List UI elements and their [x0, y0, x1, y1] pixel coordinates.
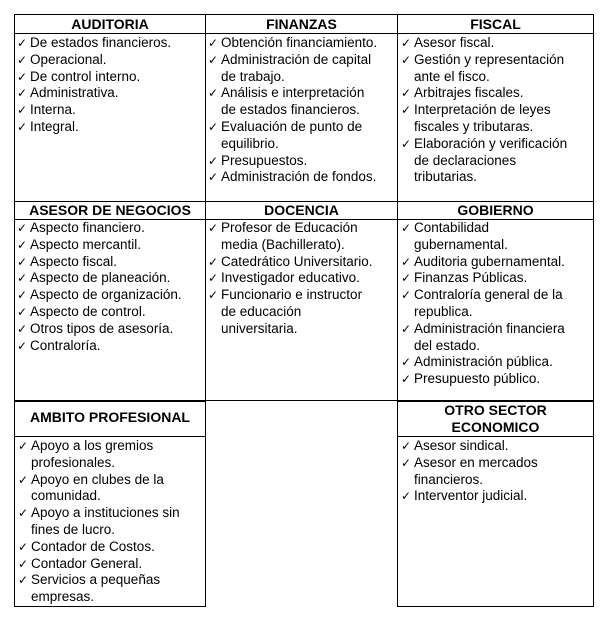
list-item-text: Asesor fiscal.: [414, 35, 495, 50]
list-item: [400, 270, 591, 287]
list-item-text: Obtención financiamiento.: [221, 35, 378, 50]
list-item: [17, 472, 201, 506]
check-mark-icon: ✓: [401, 52, 412, 67]
check-mark-icon: ✓: [17, 237, 28, 252]
item-list: [207, 35, 395, 186]
list-item-text: Contador General.: [31, 555, 143, 571]
check-mark-icon: ✓: [17, 36, 28, 50]
list-item-text: Auditoria gubernamental.: [414, 253, 565, 269]
list-item-text: media (Bachillerato).: [221, 236, 345, 252]
list-item: [400, 371, 591, 388]
list-item: [207, 220, 395, 254]
check-mark-icon: ✓: [17, 86, 28, 101]
list-item-text: Apoyo a los gremios: [31, 438, 154, 453]
list-item-text: fiscales y tributaras.: [414, 118, 534, 134]
list-item: [207, 35, 395, 52]
list-item: [16, 69, 203, 86]
list-item: [207, 270, 395, 287]
check-mark-icon: ✓: [18, 573, 29, 588]
list-item-text: De control interno.: [30, 68, 141, 84]
list-item-text: Contabilidad: [414, 220, 490, 235]
list-item-text: Elaboración y verificación: [414, 135, 568, 151]
list-item-text: Profesor de Educación: [221, 220, 358, 235]
list-item: [207, 169, 395, 186]
cell-gobierno: [398, 202, 593, 400]
list-item: [16, 287, 203, 304]
list-item-text: de estados financieros.: [221, 102, 360, 118]
list-item-text: universitaria.: [221, 320, 298, 336]
check-mark-icon: ✓: [401, 355, 412, 370]
cell-title: [15, 202, 205, 219]
list-item-text: Aspecto de planeación.: [30, 270, 171, 286]
list-item-text: de declaraciones: [414, 152, 517, 168]
list-item-text: Aspecto mercantil.: [30, 236, 142, 252]
list-item-text: comunidad.: [31, 488, 101, 504]
check-mark-icon: ✓: [17, 271, 28, 286]
check-mark-icon: ✓: [17, 52, 28, 67]
check-mark-icon: ✓: [401, 36, 412, 50]
check-mark-icon: ✓: [208, 271, 219, 286]
list-item: [16, 102, 203, 119]
cell-finanzas: [206, 15, 397, 201]
list-item: [400, 354, 591, 371]
item-list: [400, 35, 591, 186]
check-mark-icon: ✓: [401, 372, 412, 387]
list-item-text: Otros tipos de asesoría.: [30, 320, 174, 336]
list-item-text: Arbitrajes fiscales.: [414, 85, 524, 101]
check-mark-icon: ✓: [208, 288, 219, 303]
check-mark-icon: ✓: [401, 254, 412, 269]
check-mark-icon: ✓: [18, 556, 29, 571]
item-list: [400, 438, 591, 505]
cell-ambito-profesional: [15, 402, 205, 606]
list-item: [400, 220, 591, 254]
list-item-text: Administración pública.: [414, 354, 553, 370]
list-item-text: Integral.: [30, 118, 79, 134]
check-mark-icon: ✓: [17, 288, 28, 303]
list-item-text: Aspecto de organización.: [30, 287, 182, 303]
cell-title-line: ASESOR DE NEGOCIOS: [29, 202, 191, 218]
cell-title-line: ECONOMICO: [451, 419, 540, 435]
cell-title: [398, 16, 593, 33]
list-item-text: de educación: [221, 303, 302, 319]
check-mark-icon: ✓: [17, 103, 28, 118]
check-mark-icon: ✓: [401, 136, 412, 151]
list-item: [17, 505, 201, 539]
list-item: [16, 35, 203, 52]
cell-title: [398, 402, 593, 436]
list-item-text: Presupuesto público.: [414, 371, 541, 387]
list-item-text: Apoyo a instituciones sin: [31, 505, 180, 521]
item-list: [16, 35, 203, 136]
list-item: [400, 102, 591, 136]
list-item-text: Presupuestos.: [221, 152, 308, 168]
check-mark-icon: ✓: [401, 439, 412, 453]
list-item: [16, 237, 203, 254]
check-mark-icon: ✓: [18, 439, 29, 453]
check-mark-icon: ✓: [17, 338, 28, 353]
list-item: [400, 136, 591, 186]
list-item-text: Asesor sindical.: [414, 438, 509, 453]
cell-fiscal: [398, 15, 593, 201]
list-item: [400, 254, 591, 271]
item-list: [207, 220, 395, 338]
check-mark-icon: ✓: [17, 321, 28, 336]
list-item: [207, 153, 395, 170]
list-item-text: Administrativa.: [30, 85, 119, 101]
list-item-text: Interpretación de leyes: [414, 102, 551, 118]
list-item: [17, 556, 201, 573]
check-mark-icon: ✓: [208, 170, 219, 185]
list-item-text: republica.: [414, 303, 473, 319]
list-item-text: Administración de capital: [221, 51, 372, 67]
list-item-text: Aspecto fiscal.: [30, 253, 118, 269]
list-item-text: Catedrático Universitario.: [221, 253, 373, 269]
list-item-text: Contraloría.: [30, 337, 101, 353]
list-item-text: fines de lucro.: [31, 521, 116, 537]
list-item-text: Aspecto financiero.: [30, 220, 145, 235]
check-mark-icon: ✓: [17, 304, 28, 319]
list-item: [16, 304, 203, 321]
list-item: [400, 488, 591, 505]
check-mark-icon: ✓: [17, 69, 28, 84]
list-item: [207, 254, 395, 271]
list-item: [207, 52, 395, 86]
list-item: [400, 455, 591, 489]
list-item-text: Interna.: [30, 102, 76, 118]
list-item: [207, 85, 395, 119]
cell-title-line: GOBIERNO: [457, 202, 534, 218]
check-mark-icon: ✓: [208, 86, 219, 101]
list-item: [400, 438, 591, 455]
check-mark-icon: ✓: [401, 103, 412, 118]
list-item: [207, 287, 395, 337]
list-item: [17, 438, 201, 472]
cell-title: [398, 202, 593, 219]
list-item-text: tributarias.: [414, 169, 478, 185]
check-mark-icon: ✓: [17, 221, 28, 235]
list-item-text: Contraloría general de la: [414, 287, 563, 303]
item-list: [16, 220, 203, 354]
list-item-text: Servicios a pequeñas: [31, 572, 161, 588]
list-item: [16, 119, 203, 136]
list-item-text: ante el fisco.: [414, 68, 490, 84]
check-mark-icon: ✓: [208, 254, 219, 269]
cell-title-line: AUDITORIA: [71, 16, 149, 32]
check-mark-icon: ✓: [401, 221, 412, 235]
check-mark-icon: ✓: [401, 321, 412, 336]
list-item: [16, 85, 203, 102]
list-item: [16, 321, 203, 338]
cell-title: [206, 202, 397, 219]
list-item: [400, 287, 591, 321]
cell-title-line: DOCENCIA: [264, 202, 339, 218]
cell-title-line: AMBITO PROFESIONAL: [30, 409, 190, 425]
list-item: [16, 338, 203, 355]
check-mark-icon: ✓: [208, 52, 219, 67]
check-mark-icon: ✓: [208, 36, 219, 50]
cell-docencia: [206, 202, 397, 400]
list-item-text: empresas.: [31, 589, 95, 605]
list-item: [16, 270, 203, 287]
list-item-text: Investigador educativo.: [221, 270, 360, 286]
cell-auditoria: [15, 15, 205, 201]
cell-title-line: OTRO SECTOR: [444, 402, 547, 418]
cell-otro-sector: [398, 402, 593, 606]
list-item-text: de trabajo.: [221, 68, 285, 84]
cell-title: [206, 16, 397, 33]
list-item: [16, 52, 203, 69]
list-item-text: Asesor en mercados: [414, 454, 538, 470]
list-item-text: Apoyo en clubes de la: [31, 471, 164, 487]
check-mark-icon: ✓: [18, 506, 29, 521]
list-item-text: Administración financiera: [414, 320, 565, 336]
item-list: [400, 220, 591, 388]
list-item: [17, 539, 201, 556]
list-item: [17, 572, 201, 606]
check-mark-icon: ✓: [401, 86, 412, 101]
list-item-text: Interventor judicial.: [414, 488, 528, 504]
check-mark-icon: ✓: [17, 254, 28, 269]
list-item-text: Finanzas Públicas.: [414, 270, 528, 286]
list-item-text: Análisis e interpretación: [221, 85, 365, 101]
check-mark-icon: ✓: [401, 288, 412, 303]
list-item: [16, 220, 203, 237]
list-item-text: profesionales.: [31, 454, 116, 470]
list-item: [400, 35, 591, 52]
list-item-text: gubernamental.: [414, 236, 508, 252]
check-mark-icon: ✓: [17, 119, 28, 134]
item-list: [17, 438, 201, 606]
cell-asesor-negocios: [15, 202, 205, 400]
list-item-text: del estado.: [414, 337, 481, 353]
list-item-text: financieros.: [414, 471, 484, 487]
list-item-text: Aspecto de control.: [30, 303, 146, 319]
check-mark-icon: ✓: [18, 472, 29, 487]
check-mark-icon: ✓: [401, 455, 412, 470]
list-item-text: Operacional.: [30, 51, 107, 67]
list-item-text: equilibrio.: [221, 135, 279, 151]
list-item: [16, 254, 203, 271]
check-mark-icon: ✓: [401, 271, 412, 286]
check-mark-icon: ✓: [208, 221, 219, 235]
list-item-text: Funcionario e instructor: [221, 287, 363, 303]
list-item: [400, 321, 591, 355]
list-item: [207, 119, 395, 153]
list-item: [400, 52, 591, 86]
list-item-text: Gestión y representación: [414, 51, 565, 67]
check-mark-icon: ✓: [18, 539, 29, 554]
list-item-text: Contador de Costos.: [31, 538, 155, 554]
list-item-text: Evaluación de punto de: [221, 118, 363, 134]
cell-title: [15, 409, 205, 426]
cell-title-line: FINANZAS: [266, 16, 337, 32]
check-mark-icon: ✓: [401, 489, 412, 504]
check-mark-icon: ✓: [208, 153, 219, 168]
list-item: [400, 85, 591, 102]
list-item-text: Administración de fondos.: [221, 169, 377, 185]
check-mark-icon: ✓: [208, 119, 219, 134]
cell-title: [15, 16, 205, 33]
list-item-text: De estados financieros.: [30, 35, 172, 50]
cell-title-line: FISCAL: [470, 16, 521, 32]
